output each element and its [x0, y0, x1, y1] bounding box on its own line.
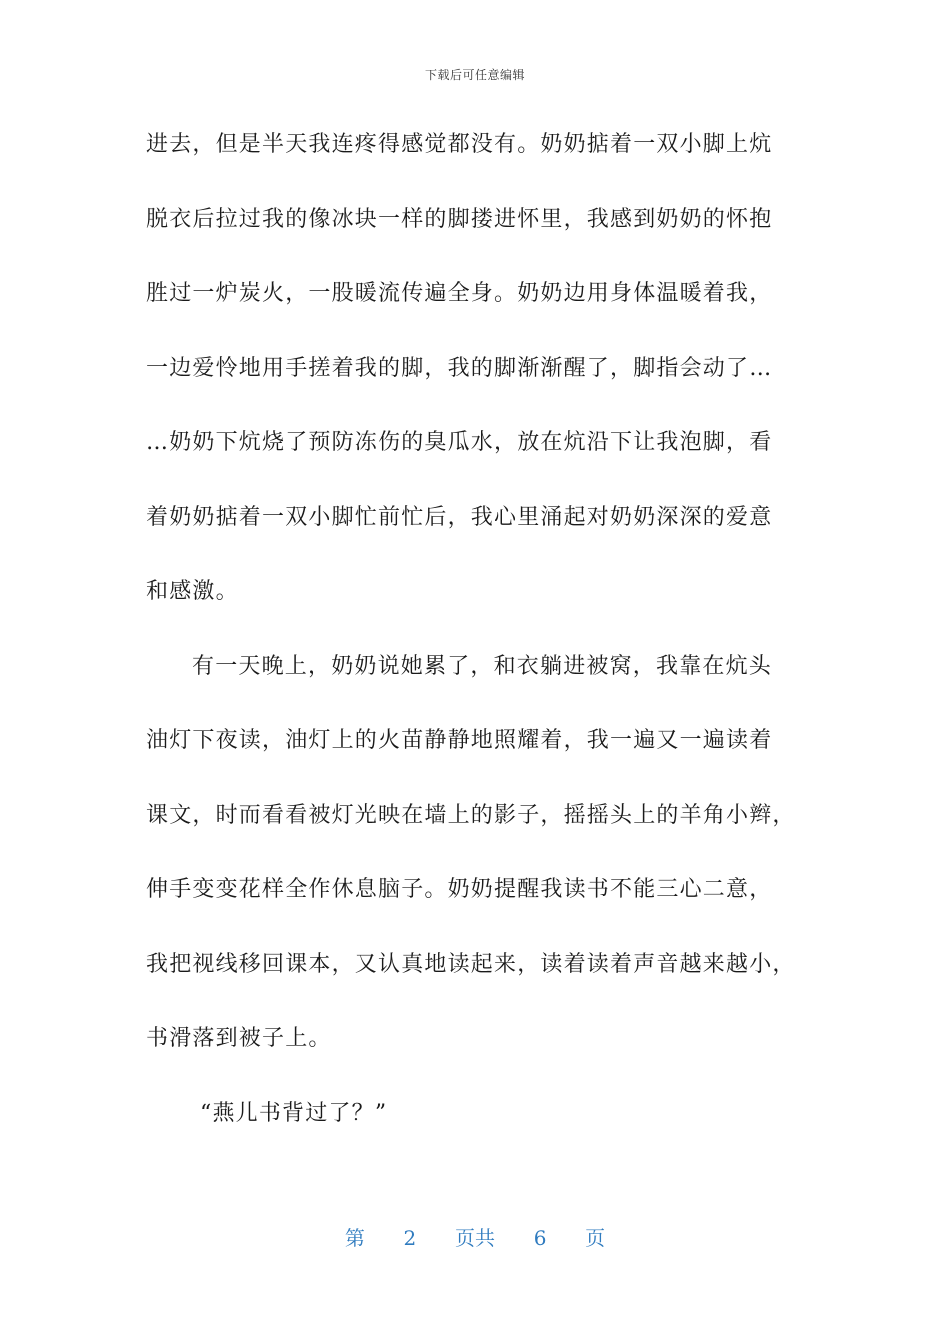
text-line: 我把视线移回课本，又认真地读起来，读着读着声音越来越小，	[146, 951, 796, 977]
text-line: 伸手变变花样全作休息脑子。奶奶提醒我读书不能三心二意，	[146, 877, 773, 902]
footer-suffix: 页	[585, 1226, 606, 1250]
text-line: …奶奶下炕烧了预防冻伤的臭瓜水，放在炕沿下让我泡脚，看	[146, 430, 773, 455]
text-line: 胜过一炉炭火，一股暖流传遍全身。奶奶边用身体温暖着我，	[146, 281, 773, 306]
text-line: 一边爱怜地用手搓着我的脚，我的脚渐渐醒了，脚指会动了…	[146, 355, 773, 381]
paragraph-start-line: 有一天晚上，奶奶说她累了，和衣躺进被窝，我靠在炕头	[192, 653, 773, 679]
text-line: 着奶奶掂着一双小脚忙前忙后，我心里涌起对奶奶深深的爱意	[146, 504, 773, 530]
page-number: 2	[403, 1226, 417, 1250]
text-line: 课文，时而看看被灯光映在墙上的影子，摇摇头上的羊角小辫，	[146, 802, 796, 828]
footer-middle: 页共	[455, 1226, 495, 1250]
page-header: 下载后可任意编辑	[424, 68, 525, 82]
text-line: 油灯下夜读，油灯上的火苗静静地照耀着，我一遍又一遍读着	[146, 728, 773, 753]
text-line: 进去，但是半天我连疼得感觉都没有。奶奶掂着一双小脚上炕	[146, 132, 773, 157]
text-line: 和感激。	[146, 579, 239, 604]
total-pages: 6	[533, 1226, 547, 1250]
footer-prefix: 第	[344, 1226, 365, 1250]
body-text	[146, 124, 806, 1167]
text-line: 脱衣后拉过我的像冰块一样的脚搂进怀里，我感到奶奶的怀抱	[146, 206, 773, 232]
dialogue-line: “燕儿书背过了？”	[200, 1100, 388, 1126]
page-footer	[0, 1222, 950, 1251]
text-line: 书滑落到被子上。	[146, 1026, 332, 1051]
